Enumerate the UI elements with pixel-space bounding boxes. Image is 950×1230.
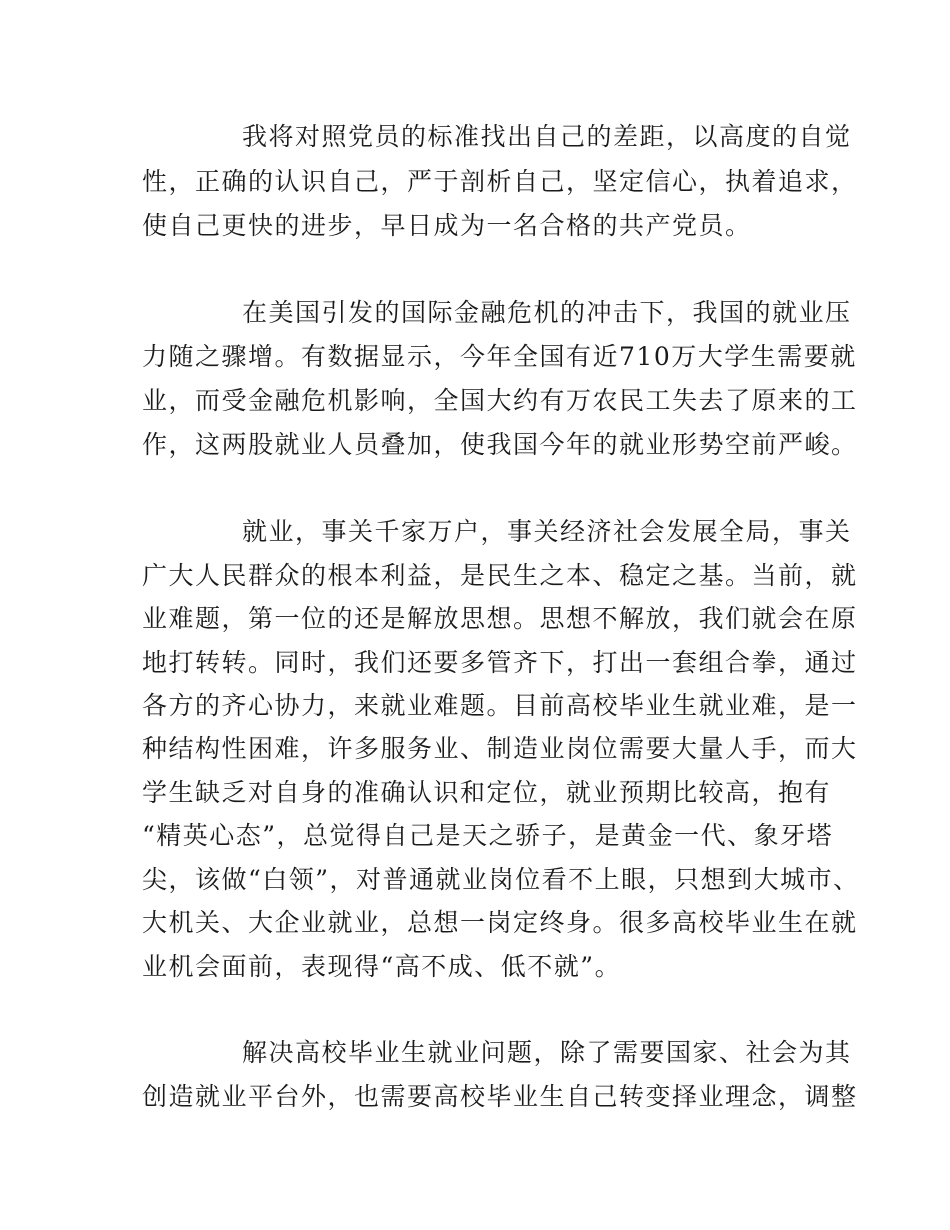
paragraph-line: 创造就业平台外，也需要高校毕业生自己转变择业理念，调整 [142,1082,858,1111]
paragraph-line: 我将对照党员的标准找出自己的差距，以高度的自觉 [242,122,852,151]
paragraph-line: 就业，事关千家万户，事关经济社会发展全局，事关 [242,517,852,546]
paragraph-line: 力随之骤增。有数据显示，今年全国有近710万大学生需要就 [142,342,857,371]
paragraph-line: 广大人民群众的根本利益，是民生之本、稳定之基。当前，就 [142,561,858,590]
paragraph-line: 学生缺乏对自身的准确认识和定位，就业预期比较高，抱有 [142,778,832,807]
paragraph-line: 种结构性困难，许多服务业、制造业岗位需要大量人手，而大 [142,734,858,763]
paragraph-line: 作，这两股就业人员叠加，使我国今年的就业形势空前严峻。 [142,430,858,459]
paragraph-line: “精英心态”，总觉得自己是天之骄子，是黄金一代、象牙塔 [142,821,834,850]
paragraph-line: 使自己更快的进步，早日成为一名合格的共产党员。 [142,211,752,240]
paragraph-line: 业难题，第一位的还是解放思想。思想不解放，我们就会在原 [142,604,858,633]
paragraph-line: 业机会面前，表现得“高不成、低不就”。 [142,952,622,981]
paragraph-line: 解决高校毕业生就业问题，除了需要国家、社会为其 [242,1038,852,1067]
paragraph-line: 性，正确的认识自己，严于剖析自己，坚定信心，执着追求， [142,167,858,196]
paragraph-line: 在美国引发的国际金融危机的冲击下，我国的就业压 [242,298,852,327]
paragraph-line: 大机关、大企业就业，总想一岗定终身。很多高校毕业生在就 [142,908,858,937]
paragraph-line: 地打转转。同时，我们还要多管齐下，打出一套组合拳，通过 [142,648,858,677]
paragraph-line: 尖，该做“白领”，对普通就业岗位看不上眼，只想到大城市、 [142,865,860,894]
paragraph-line: 业，而受金融危机影响，全国大约有万农民工失去了原来的工 [142,386,858,415]
paragraph-line: 各方的齐心协力，来就业难题。目前高校毕业生就业难，是一 [142,691,858,720]
